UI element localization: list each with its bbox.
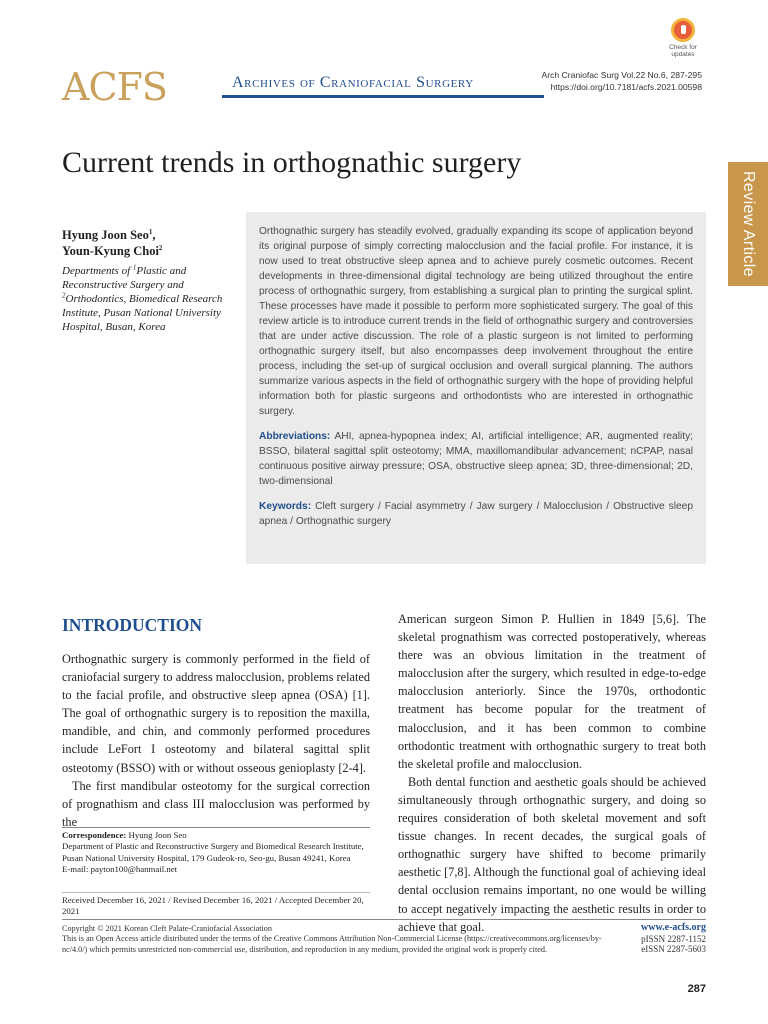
body-column-right <box>398 610 706 936</box>
page-footer <box>62 919 706 955</box>
correspondence-email[interactable]: E-mail: payton100@hanmail.net <box>62 864 178 875</box>
abstract-text: Orthognathic surgery has steadily evolved, gradually expanding its scope of application beyond its original purpose of simply correcting malocclusion and the facial profile. For instance, it is now used to treat obstructive sleep apnea and to achieve purely cosmetic outcomes. Recent developments in three-dimensional digital technology are being utilized throughout the entire process of orthognathic surgery, from establishing a surgical plan to printing the surgical splint. These processes have made it possible to perform more sophisticated surgery. The goal of this review article is to introduce current trends in the field of orthognathic surgery and controversies that are under active discussion. The role of a plastic surgeon is not limited to performing orthognathic surgery itself, but also encompasses deep involvement throughout the entire process, including the set-up of surgical occlusion and overall surgical planning. The authors summarize various aspects in the field of orthognathic surgery with the hope of providing helpful information both for plastic surgeons and orthodontists who are interested in orthognathic surgery. <box>259 226 693 417</box>
copyright: Copyright © 2021 Korean Cleft Palate-Craniofacial Association <box>62 924 272 933</box>
paragraph: American surgeon Simon P. Hullien in 1849 [5,6]. The skeletal prognathism was corrected postoperatively, whereas there was an obvious limitation in the treatment of malocclusion after the surgery, which resulted in edge-to-edge malocclusion anteriorly. Since the 1970s, orthodontic treatment has become popular for the treatment of malocclusion, and it has been common to combine orthodontic treatment with orthognathic surgery to treat both the skeletal profile and malocclusion. <box>398 612 706 771</box>
article-dates: Received December 16, 2021 / Revised December 16, 2021 / Accepted December 20, 2021 <box>62 892 370 917</box>
citation-doi[interactable]: https://doi.org/10.7181/acfs.2021.00598 <box>550 82 702 92</box>
license-text: This is an Open Access article distributed under the terms of the Creative Commons Attribution Non-Commercial License (https://creativecommons.org/licenses/by-nc/4.0/) which permits unrestricted non-commercial use, distribution, and reproduction in any medium, provided the original work is properly cited. <box>62 934 602 954</box>
journal-name: Archives of Craniofacial Surgery <box>232 74 474 91</box>
section-heading-introduction: INTRODUCTION <box>62 615 203 635</box>
article-type-tab <box>728 162 768 286</box>
paragraph: The first mandibular osteotomy for the surgical correction of prognathism and class III malocclusion was performed by the <box>62 778 370 829</box>
eissn: eISSN 2287-5603 <box>641 944 706 955</box>
logo-text: ACFS <box>62 65 167 109</box>
abstract-box <box>246 212 706 564</box>
author-2: Youn-Kyung Choi$^2$ <box>62 243 163 258</box>
citation-volume: Arch Craniofac Surg Vol.22 No.6, 287-295 <box>541 70 702 80</box>
page-number: 287 <box>687 983 706 995</box>
abbreviations: Abbreviations: AHI, apnea-hypopnea index; AI, artificial intelligence; AR, augmented reality; BSSO, bilateral sagittal split osteotomy; MMA, maxillomandibular advancement; nCPAP, nasal continuous positive airway pressure; OSA, obstructive sleep apnea; 3D, three-dimensional; 2D, two-dimensional <box>259 431 693 487</box>
journal-logo <box>62 65 167 109</box>
author-list <box>62 227 242 259</box>
check-for-updates-badge[interactable] <box>663 18 703 62</box>
journal-ids <box>641 923 706 955</box>
license-notice <box>62 924 622 955</box>
keywords-label: Keywords: <box>259 501 312 512</box>
article-type-label: Review Article <box>740 170 757 278</box>
author-1: Hyung Joon Seo$^1$, <box>62 227 156 242</box>
correspondence-address: Department of Plastic and Reconstructive Surgery and Biomedical Research Institute, Pusan National University Hospital, 179 Gudeok-ro, Seo-gu, Busan 49241, Korea <box>62 841 364 863</box>
article-title: Current trends in orthognathic surgery <box>62 146 522 179</box>
author-affiliations: Departments of $^1$Plastic and Reconstructive Surgery and $^2$Orthodontics, Biomedical Research Institute, Pusan National University Hospital, Busan, Korea <box>62 263 223 333</box>
pissn: pISSN 2287-1152 <box>641 933 706 944</box>
paragraph: Orthognathic surgery is commonly performed in the field of craniofacial surgery to address malocclusion, problems related to the facial profile, and obstructive sleep apnea (OSA) [1]. The goal of orthognathic surgery is to reposition the maxilla, mandible, and chin, and commonly performed procedures include LeFort I osteotomy and bilateral sagittal split osteotomy (BSSO) with or without osseous genioplasty [2-4]. <box>62 652 370 775</box>
check-updates-label: Check for updates <box>669 44 697 58</box>
correspondence-block <box>62 827 370 876</box>
keywords: Keywords: Cleft surgery / Facial asymmetry / Jaw surgery / Malocclusion / Obstructive sleep apnea / Orthognathic surgery <box>259 501 693 527</box>
body-column-left <box>62 650 370 831</box>
journal-website-link[interactable]: www.e-acfs.org <box>641 922 706 933</box>
correspondence-author: Correspondence: Hyung Joon Seo <box>62 830 187 840</box>
check-updates-icon <box>671 18 695 42</box>
citation <box>541 69 702 93</box>
abbreviations-label: Abbreviations: <box>259 431 331 442</box>
paragraph: Both dental function and aesthetic goals should be achieved simultaneously through orthognathic surgery, and doing so requires consideration of both skeletal movement and soft tissue changes. In recent decades, the surgical goals of orthognathic surgery have shifted to become primarily aesthetic [7,8]. Although the functional goal of achieving ideal dental occlusion remains important, no one would be willing to accept negatively impacting the aesthetic results in order to achieve that goal. <box>398 774 707 934</box>
